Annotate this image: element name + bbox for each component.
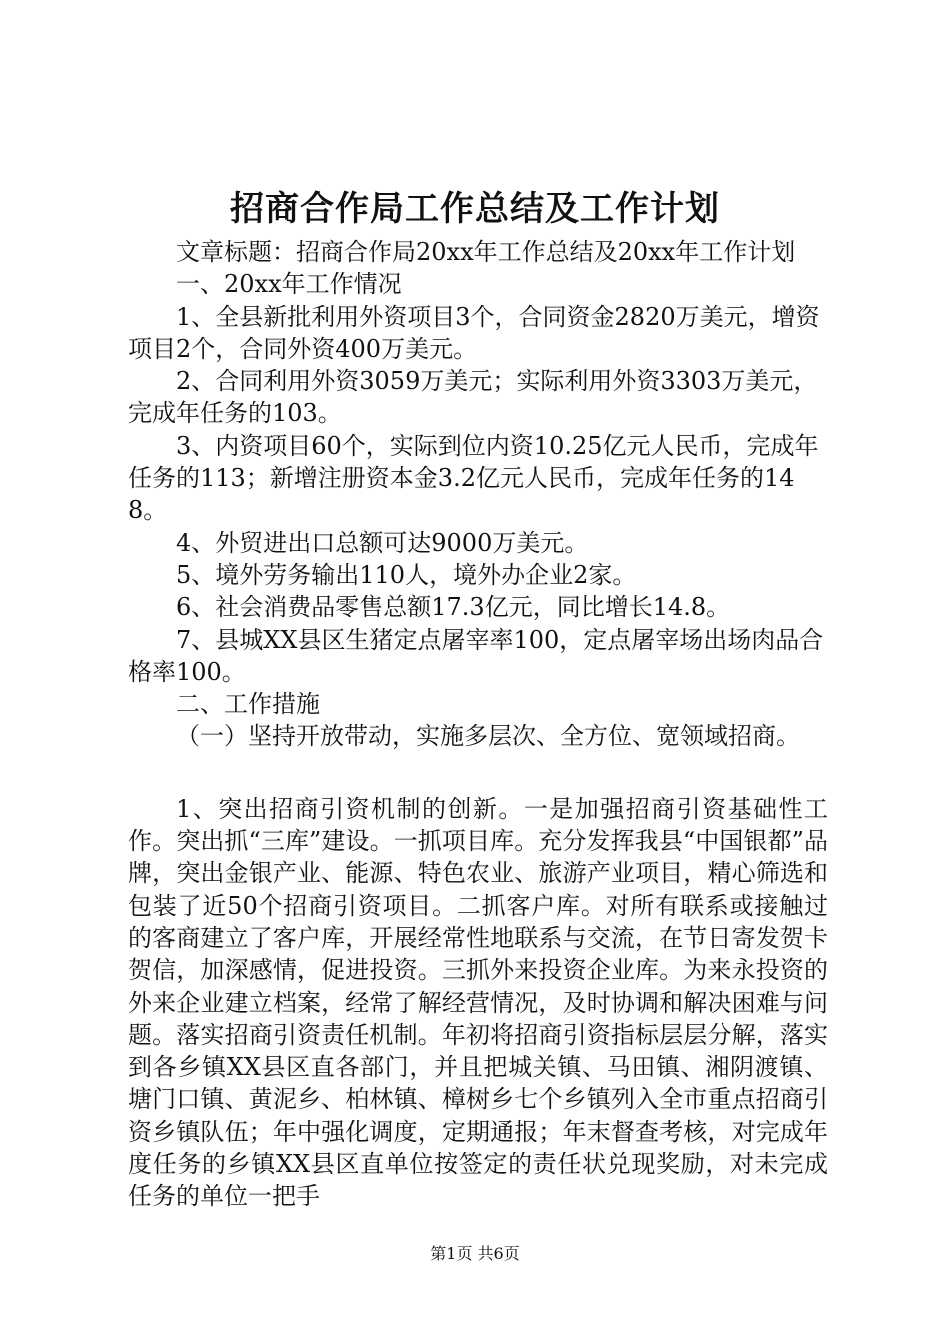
heading-work-measures: 二、工作措施 <box>176 690 320 719</box>
document-title: 招商合作局工作总结及工作计划 <box>230 189 720 229</box>
paragraph-item-6: 6、社会消费品零售总额17.3亿元，同比增长14.8。 <box>176 593 731 622</box>
paragraph-item-3: 3、内资项目60个，实际到位内资10.25亿元人民币，完成年任务的113；新增注册资本金3.2亿元人民币，完成年任务的148。 <box>128 431 819 525</box>
paragraph-spacer <box>128 753 828 793</box>
subheading-open-investment: （一）坚持开放带动，实施多层次、全方位、宽领域招商。 <box>176 722 800 751</box>
heading-work-status: 一、20xx年工作情况 <box>176 270 402 299</box>
paragraph-item-2: 2、合同利用外资3059万美元；实际利用外资3303万美元，完成年任务的103。 <box>128 367 818 428</box>
paragraph-item-5: 5、境外劳务输出110人，境外办企业2家。 <box>176 560 637 589</box>
paragraph-item-4: 4、外贸进出口总额可达9000万美元。 <box>176 528 589 557</box>
paragraph-item-1: 1、全县新批利用外资项目3个，合同资金2820万美元，增资项目2个，合同外资400万美元。 <box>128 302 820 363</box>
page-number-footer: 第1页 共6页 <box>430 1244 520 1263</box>
paragraph-article-title: 文章标题：招商合作局20xx年工作总结及20xx年工作计划 <box>176 238 796 266</box>
paragraph-item-7: 7、县城XX县区生猪定点屠宰率100，定点屠宰场出场肉品合格率100。 <box>128 625 824 686</box>
document-body <box>128 236 828 1213</box>
paragraph-mechanism-innovation: 1、突出招商引资机制的创新。一是加强招商引资基础性工作。突出抓“三库”建设。一抓项目库。充分发挥我县“中国银都”品牌，突出金银产业、能源、特色农业、旅游产业项目，精心筛选和包装了近50个招商引资项目。二抓客户库。对所有联系或接触过的客商建立了客户库，开展经常性地联系与交流，在节日寄发贺卡贺信，加深感情，促进投资。三抓外来投资企业库。为来永投资的外来企业建立档案，经常了解经营情况，及时协调和解决困难与问题。落实招商引资责任机制。年初将招商引资指标层层分解，落实到各乡镇XX县区直各部门，并且把城关镇、马田镇、湘阴渡镇、塘门口镇、黄泥乡、柏林镇、樟树乡七个乡镇列入全市重点招商引资乡镇队伍；年中强化调度，定期通报；年末督查考核，对完成年度任务的乡镇XX县区直单位按签定的责任状兑现奖励，对未完成任务的单位一把手 <box>128 794 828 1211</box>
